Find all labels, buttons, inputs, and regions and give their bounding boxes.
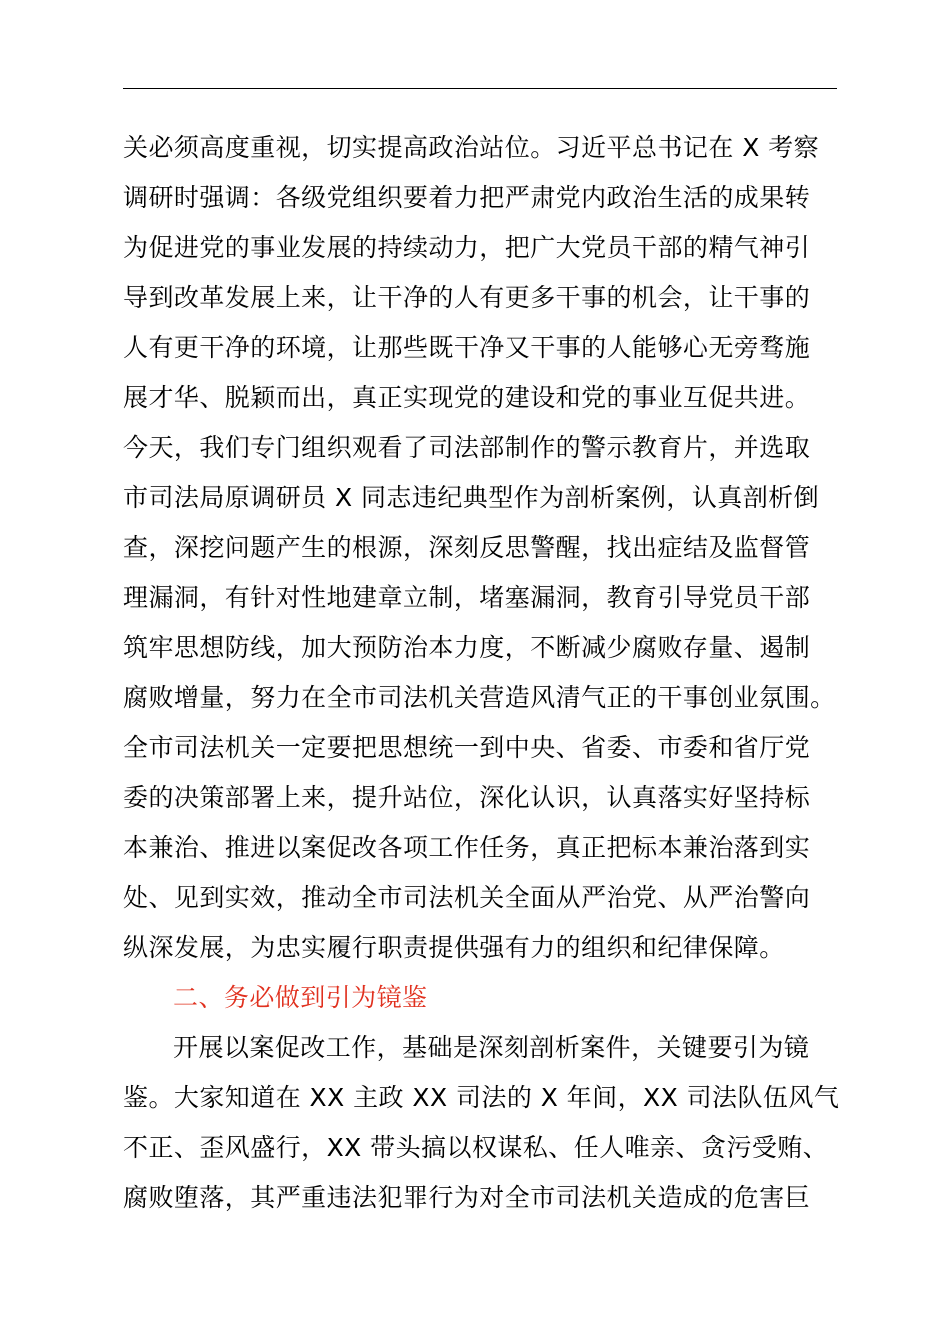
paragraph-line: 展才华、脱颖而出，真正实现党的建设和党的事业互促共进。	[123, 383, 811, 412]
paragraph-line: 鉴。大家知道在 XX 主政 XX 司法的 X 年间，XX 司法队伍风气	[123, 1083, 840, 1112]
paragraph-line: 理漏洞，有针对性地建章立制，堵塞漏洞，教育引导党员干部	[123, 583, 811, 612]
paragraph-line: 导到改革发展上来，让干净的人有更多干事的机会，让干事的	[123, 283, 811, 312]
paragraph-line: 委的决策部署上来，提升站位，深化认识，认真落实好坚持标	[123, 783, 811, 812]
paragraph-line: 纵深发展，为忠实履行职责提供强有力的组织和纪律保障。	[123, 933, 785, 962]
section-heading: 二、务必做到引为镜鉴	[173, 983, 428, 1012]
paragraph-line: 今天，我们专门组织观看了司法部制作的警示教育片，并选取	[123, 433, 811, 462]
paragraph-line: 市司法局原调研员 X 同志违纪典型作为剖析案例，认真剖析倒	[123, 483, 820, 512]
paragraph-line: 腐败增量，努力在全市司法机关营造风清气正的干事创业氛围。	[123, 683, 836, 712]
paragraph-line: 不正、歪风盛行，XX 带头搞以权谋私、任人唯亲、贪污受贿、	[123, 1133, 829, 1162]
document-body	[123, 123, 853, 1223]
paragraph-line: 调研时强调：各级党组织要着力把严肃党内政治生活的成果转	[123, 183, 811, 212]
paragraph-line: 筑牢思想防线，加大预防治本力度，不断减少腐败存量、遏制	[123, 633, 811, 662]
paragraph-line: 开展以案促改工作，基础是深刻剖析案件，关键要引为镜	[173, 1033, 810, 1062]
paragraph-line: 查，深挖问题产生的根源，深刻反思警醒，找出症结及监督管	[123, 533, 811, 562]
paragraph-line: 处、见到实效，推动全市司法机关全面从严治党、从严治警向	[123, 883, 811, 912]
paragraph-line: 为促进党的事业发展的持续动力，把广大党员干部的精气神引	[123, 233, 811, 262]
paragraph-line: 关必须高度重视，切实提高政治站位。习近平总书记在 X 考察	[123, 133, 820, 162]
paragraph-line: 腐败堕落，其严重违法犯罪行为对全市司法机关造成的危害巨	[123, 1183, 811, 1212]
paragraph-line: 本兼治、推进以案促改各项工作任务，真正把标本兼治落到实	[123, 833, 811, 862]
paragraph-line: 全市司法机关一定要把思想统一到中央、省委、市委和省厅党	[123, 733, 811, 762]
header-rule	[123, 88, 837, 89]
paragraph-line: 人有更干净的环境，让那些既干净又干事的人能够心无旁骛施	[123, 333, 811, 362]
